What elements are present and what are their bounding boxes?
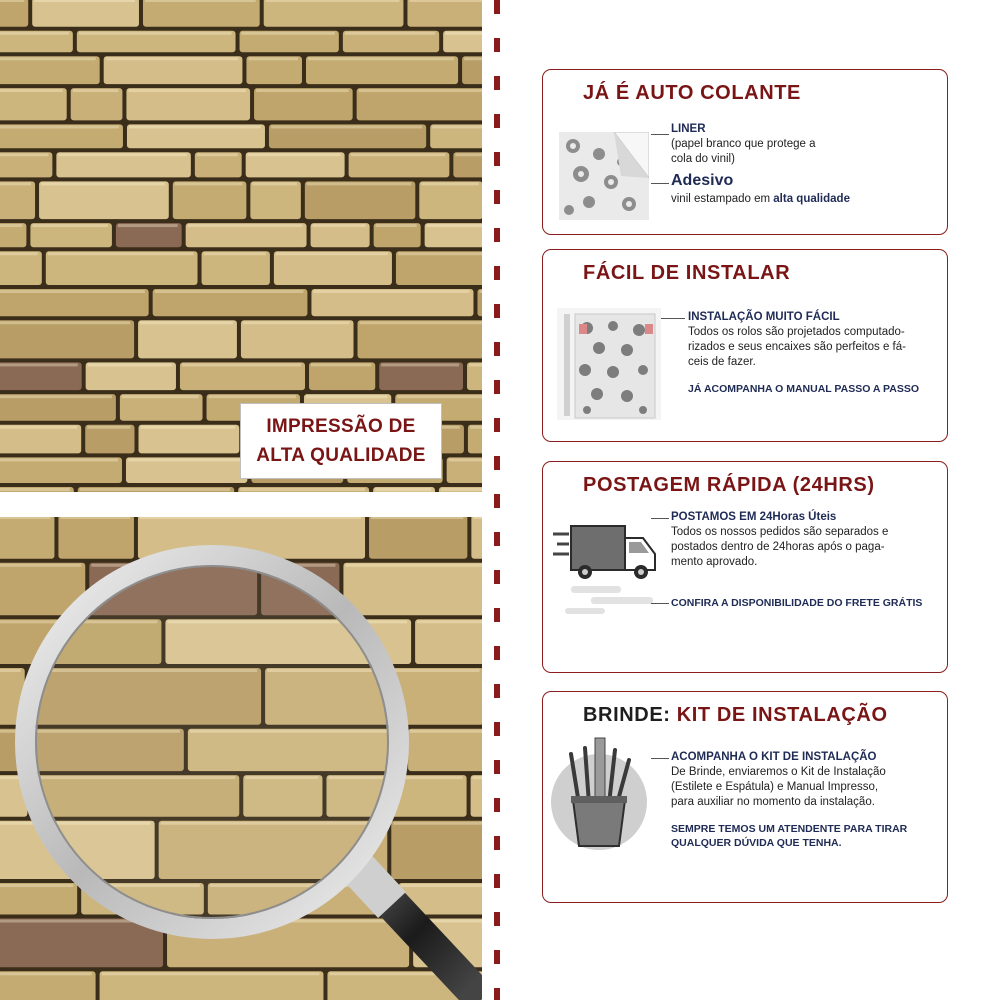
vinyl-sample-icon: [559, 132, 649, 222]
postagem-heading: POSTAMOS EM 24Horas Úteis: [671, 511, 837, 523]
stone-block: [311, 289, 473, 316]
stone-block: [143, 0, 260, 27]
delivery-truck-icon: [551, 520, 663, 616]
adesivo-title: Adesivo: [671, 172, 734, 189]
stone-block: [274, 251, 392, 285]
stone-block: [86, 362, 176, 390]
dashed-divider: [494, 0, 500, 1000]
stone-block: [0, 88, 67, 120]
brinde-desc-3: para auxiliar no momento da instalação.: [671, 796, 875, 808]
stone-block: [139, 425, 240, 454]
brinde-note-1: SEMPRE TEMOS UM ATENDENTE PARA TIRAR: [671, 823, 908, 835]
stone-block: [46, 251, 198, 285]
brinde-note-2: QUALQUER DÚVIDA QUE TENHA.: [671, 837, 842, 849]
stone-block: [467, 362, 482, 390]
frete-note: CONFIRA A DISPONIBILIDADE DO FRETE GRÁTIS: [671, 597, 923, 609]
stone-block: [241, 320, 354, 358]
postagem-desc-3: mento aprovado.: [671, 556, 758, 568]
stone-block: [180, 362, 305, 390]
stone-block: [246, 56, 302, 84]
brinde-desc-1: De Brinde, enviaremos o Kit de Instalação: [671, 766, 886, 778]
stone-block: [419, 181, 482, 219]
stone-block: [250, 181, 300, 219]
badge-line-1: IMPRESSÃO DE: [266, 416, 416, 437]
postagem-desc-1: Todos os nossos pedidos são separados e: [671, 526, 889, 538]
stone-block: [379, 362, 463, 390]
stone-block: [0, 362, 82, 390]
stone-block: [468, 425, 482, 454]
stone-block: [0, 181, 35, 219]
install-desc-1: Todos os rolos são projetados computado-: [688, 326, 905, 338]
stone-block: [0, 320, 134, 358]
quality-badge: [240, 403, 442, 479]
stone-block: [202, 251, 270, 285]
stone-block: [0, 289, 149, 316]
stone-block: [407, 0, 482, 27]
tool-kit-icon: [549, 734, 651, 854]
brinde-desc-2: (Estilete e Espátula) e Manual Impresso,: [671, 781, 879, 793]
stone-block: [264, 0, 404, 27]
stone-block: [153, 289, 308, 316]
stone-block: [358, 320, 482, 358]
adesivo-desc: vinil estampado em alta qualidade: [671, 193, 850, 205]
stone-block: [104, 56, 243, 84]
stone-block: [309, 362, 375, 390]
liner-desc-1: (papel branco que protege a: [671, 138, 816, 150]
wallpaper-panel-icon: [557, 308, 661, 420]
liner-title: LINER: [671, 123, 706, 135]
stone-block: [462, 56, 482, 84]
brinde-heading: ACOMPANHA O KIT DE INSTALAÇÃO: [671, 751, 877, 763]
install-desc-2: rizados e seus encaixes são perfeitos e fá-: [688, 341, 906, 353]
install-heading: INSTALAÇÃO MUITO FÁCIL: [688, 311, 840, 323]
stone-block: [0, 251, 42, 285]
magnifier-icon: [0, 517, 482, 1000]
stone-wall-zoom: [0, 517, 482, 1000]
install-desc-3: ceis de fazer.: [688, 356, 756, 368]
stone-block: [396, 251, 482, 285]
card-title: BRINDE: KIT DE INSTALAÇÃO: [583, 704, 888, 726]
stone-block: [39, 181, 169, 219]
stone-block: [126, 88, 250, 120]
stone-block: [0, 425, 81, 454]
postagem-desc-2: postados dentro de 24horas após o paga-: [671, 541, 885, 553]
manual-note: JÁ ACOMPANHA O MANUAL PASSO A PASSO: [688, 383, 920, 395]
stone-block: [305, 181, 415, 219]
card-auto-colante: [542, 69, 948, 235]
stone-block: [32, 0, 139, 27]
stone-block: [0, 0, 28, 27]
stone-block: [0, 56, 100, 84]
stone-block: [71, 88, 123, 120]
stone-block: [357, 88, 482, 120]
stone-block: [138, 320, 237, 358]
card-brinde: [542, 691, 948, 903]
stone-block: [254, 88, 353, 120]
card-postagem: [542, 461, 948, 673]
card-facil-instalar: [542, 249, 948, 442]
card-title: JÁ É AUTO COLANTE: [583, 82, 801, 104]
stone-block: [173, 181, 247, 219]
badge-line-2: ALTA QUALIDADE: [256, 445, 426, 466]
stone-block: [85, 425, 134, 454]
card-title: POSTAGEM RÁPIDA (24HRS): [583, 474, 875, 496]
stone-block: [306, 56, 458, 84]
card-title: FÁCIL DE INSTALAR: [583, 262, 791, 284]
stone-block: [477, 289, 482, 316]
liner-desc-2: cola do vinil): [671, 153, 735, 165]
